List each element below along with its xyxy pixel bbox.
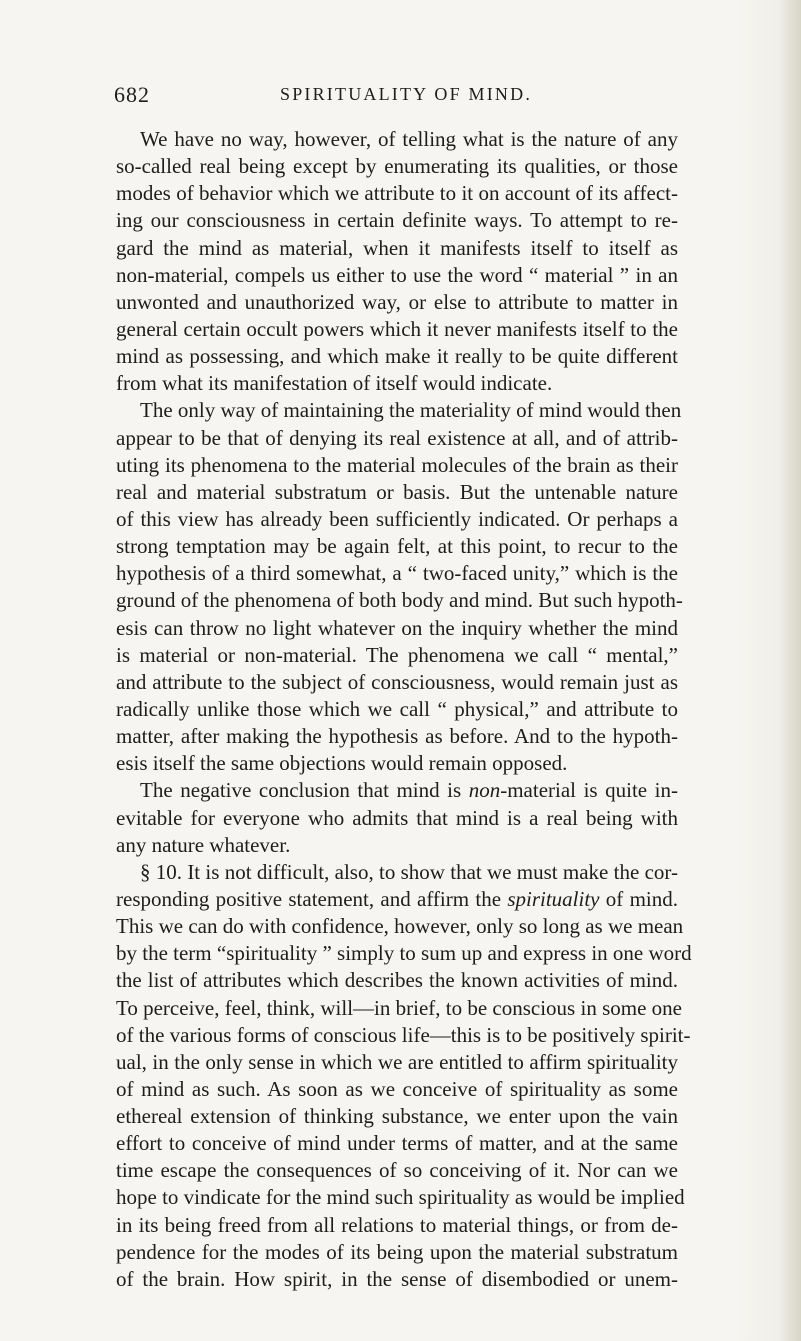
text-line-continuation: of mind. — [599, 886, 678, 911]
text-line-content: real and material substratum or basis. But the untenable nature — [116, 479, 678, 504]
text-line-content: evitable for everyone who admits that mind is a real being with — [116, 805, 678, 830]
text-line — [116, 1157, 678, 1184]
text-line-content: so-called real being except by enumerating its qualities, or those — [116, 154, 678, 179]
text-line — [116, 343, 678, 370]
text-line-content: radically unlike those which we call “ physical,” and attribute to — [116, 696, 678, 721]
text-line-content: uting its phenomena to the material molecules of the brain as their — [116, 452, 678, 477]
text-line-content: esis itself the same objections would remain opposed. — [116, 751, 568, 776]
text-line — [116, 506, 678, 533]
text-line — [116, 615, 678, 642]
text-line — [116, 1130, 678, 1157]
text-line-content: ual, in the only sense in which we are entitled to affirm spirituality — [116, 1049, 678, 1074]
text-line — [116, 940, 692, 967]
text-line — [116, 235, 678, 262]
text-line-content: of mind as such. As soon as we conceive of spirituality as some — [116, 1076, 678, 1101]
text-line-content: of the various forms of conscious life—this is to be positively spirit- — [116, 1022, 691, 1047]
text-line-content: the list of attributes which describes the known activities of mind. — [116, 968, 678, 993]
text-line-content: unwonted and unauthorized way, or else to attribute to matter in — [116, 289, 678, 314]
text-line — [116, 832, 678, 859]
text-line-content: gard the mind as material, when it manifests itself to itself as — [116, 235, 678, 260]
page-header — [114, 82, 678, 112]
text-line — [116, 1212, 678, 1239]
text-line — [116, 370, 678, 397]
text-line-content: by the term “spirituality ” simply to sum up and express in one word — [116, 941, 692, 966]
text-line — [116, 1049, 678, 1076]
text-line-content: modes of behavior which we attribute to it on account of its affect- — [116, 181, 678, 206]
text-line — [116, 425, 678, 452]
text-line-content: esis can throw no light whatever on the inquiry whether the mind — [116, 615, 678, 640]
text-line-content: § 10. It is not difficult, also, to show that we must make the cor- — [140, 859, 678, 884]
text-line-content: general certain occult powers which it never manifests itself to the — [116, 316, 678, 341]
text-line — [116, 967, 678, 994]
text-line — [116, 126, 678, 153]
text-line — [116, 533, 678, 560]
text-line — [116, 452, 678, 479]
text-line-content: of the brain. How spirit, in the sense of disembodied or unem- — [116, 1266, 678, 1291]
italic-word: spirituality — [507, 886, 600, 911]
text-line — [116, 696, 678, 723]
text-line — [116, 289, 678, 316]
text-line — [116, 1266, 678, 1293]
text-line-content: effort to conceive of mind under terms of matter, and at the same — [116, 1131, 678, 1156]
text-line — [116, 886, 678, 913]
text-line-content: We have no way, however, of telling what is the nature of any — [140, 127, 678, 151]
text-line — [116, 913, 684, 940]
text-line — [116, 1239, 678, 1266]
page-edge-shading — [779, 0, 801, 1341]
text-line-content: The only way of maintaining the materiality of mind would then — [140, 398, 682, 423]
text-line-content: any nature whatever. — [116, 832, 291, 857]
text-line-content: To perceive, feel, think, will—in brief, to be conscious in some one — [116, 995, 682, 1020]
text-line — [116, 995, 682, 1022]
text-line-content: mind as possessing, and which make it really to be quite different — [116, 344, 678, 369]
text-line — [116, 1022, 691, 1049]
text-line-content: of this view has already been sufficiently indicated. Or perhaps a — [116, 506, 678, 531]
text-line — [116, 859, 678, 886]
text-line — [116, 262, 678, 289]
italic-word: non — [468, 778, 501, 803]
text-line-content: pendence for the modes of its being upon the material substratum — [116, 1239, 678, 1264]
text-line — [116, 397, 682, 424]
text-line-content: appear to be that of denying its real existence at all, and of attrib- — [116, 425, 678, 450]
text-line — [116, 642, 678, 669]
text-line — [116, 669, 678, 696]
text-line-content: from what its manifestation of itself would indicate. — [116, 371, 553, 396]
text-line-content: strong temptation may be again felt, at this point, to recur to the — [116, 534, 678, 559]
text-line-content: hope to vindicate for the mind such spirituality as would be implied — [116, 1185, 685, 1210]
text-line-content: is material or non-material. The phenomena we call “ mental,” — [116, 642, 678, 667]
text-line — [116, 316, 678, 343]
text-line-content: The negative conclusion that mind is — [140, 778, 469, 803]
text-line-content: responding positive statement, and affirm the — [116, 886, 508, 911]
text-line — [116, 560, 678, 587]
text-line — [116, 1184, 685, 1211]
body-text — [116, 126, 692, 1293]
text-line — [116, 1076, 678, 1103]
text-line-content: This we can do with confidence, however, only so long as we mean — [116, 914, 684, 939]
text-line-content: non-material, compels us either to use the word “ material ” in an — [116, 262, 678, 287]
text-line — [116, 153, 678, 180]
text-line-continuation: -material is quite in- — [500, 778, 678, 803]
text-line — [116, 180, 678, 207]
text-line — [116, 805, 678, 832]
text-line — [116, 723, 678, 750]
text-line — [116, 750, 678, 777]
text-line-content: matter, after making the hypothesis as before. And to the hypoth- — [116, 724, 678, 749]
text-line-content: in its being freed from all relations to material things, or from de- — [116, 1212, 678, 1237]
page-number: 682 — [114, 82, 150, 107]
text-line — [116, 587, 683, 614]
text-line — [116, 777, 678, 804]
text-line-content: ground of the phenomena of both body and mind. But such hypoth- — [116, 588, 683, 613]
running-head: SPIRITUALITY OF MIND. — [279, 84, 533, 104]
text-line — [116, 207, 678, 234]
text-line-content: hypothesis of a third somewhat, a “ two-faced unity,” which is the — [116, 561, 678, 586]
text-line-content: time escape the consequences of so conceiving of it. Nor can we — [116, 1158, 678, 1183]
text-line-content: ethereal extension of thinking substance, we enter upon the vain — [116, 1104, 678, 1129]
text-line-content: ing our consciousness in certain definite ways. To attempt to re- — [116, 208, 678, 233]
text-line — [116, 1103, 678, 1130]
text-line-content: and attribute to the subject of consciousness, would remain just as — [116, 669, 678, 694]
text-line — [116, 479, 678, 506]
